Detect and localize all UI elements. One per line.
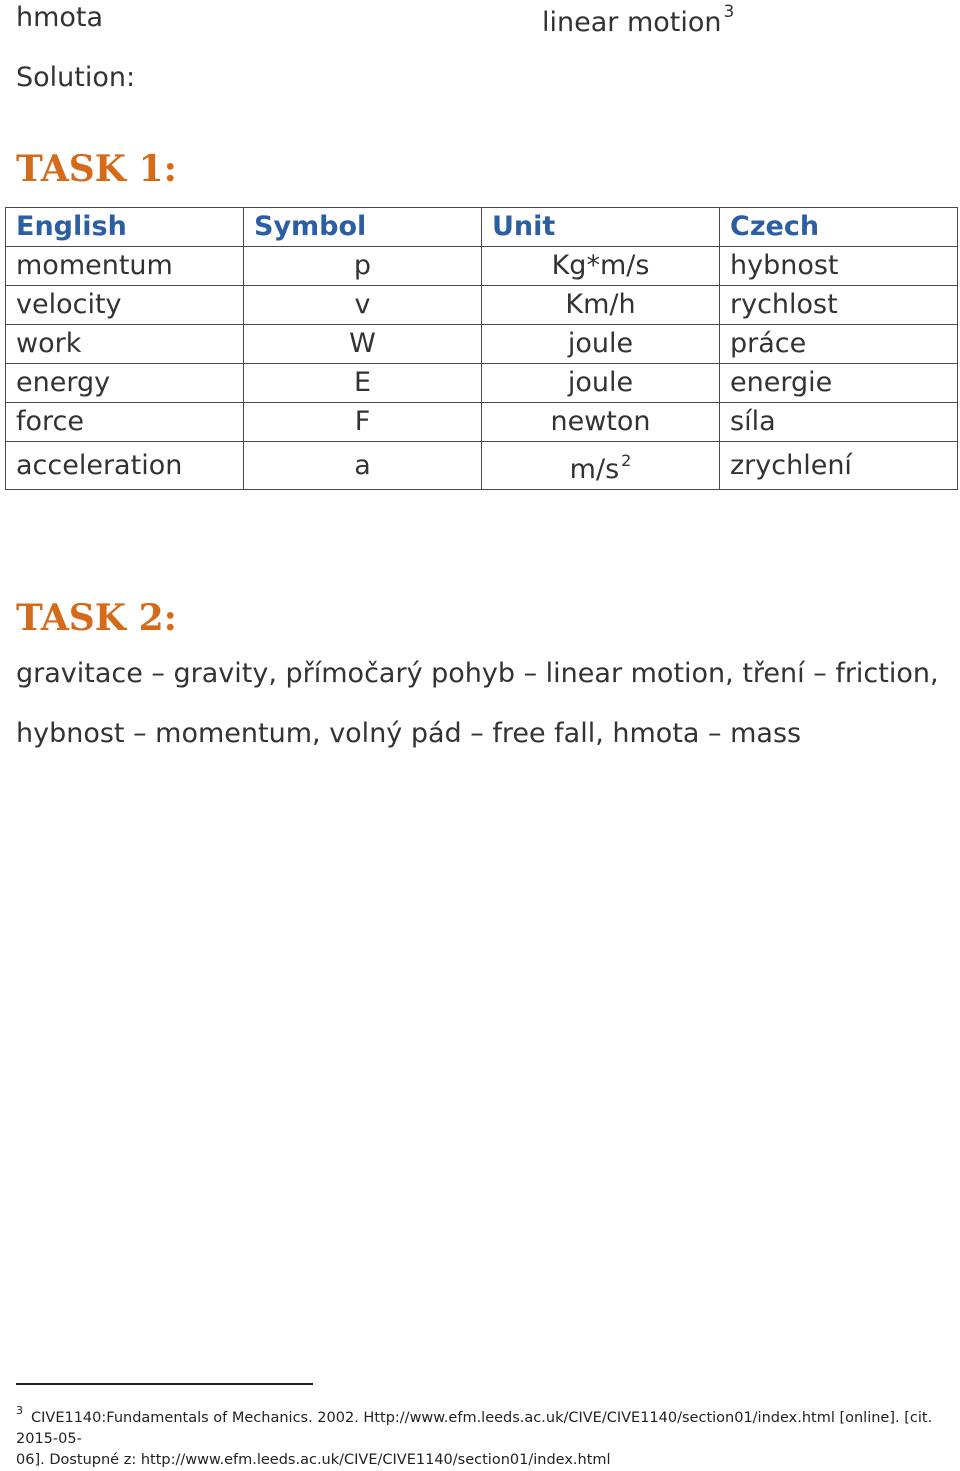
footnote-number: 3	[16, 1404, 23, 1417]
cell-symbol: v	[244, 286, 482, 325]
table-row	[6, 286, 958, 325]
cell-symbol: F	[244, 403, 482, 442]
cell-english: momentum	[6, 247, 244, 286]
table-row	[6, 325, 958, 364]
cell-czech: síla	[720, 403, 958, 442]
table-row	[6, 442, 958, 490]
cell-unit: newton	[482, 403, 720, 442]
cell-symbol: E	[244, 364, 482, 403]
vocabulary-table	[5, 207, 958, 490]
task2-text-line-1: gravitace – gravity, přímočarý pohyb – linear motion, tření – friction,	[16, 658, 939, 689]
page-header-left: hmota	[16, 2, 104, 33]
table-row	[6, 364, 958, 403]
cell-english: force	[6, 403, 244, 442]
footnote-line-2: 06]. Dostupné z: http://www.efm.leeds.ac.uk/CIVE/CIVE1140/section01/index.html	[16, 1452, 611, 1468]
unit-text: m/s	[569, 454, 620, 485]
cell-czech: práce	[720, 325, 958, 364]
task2-heading: TASK 2:	[16, 597, 177, 639]
cell-unit: Km/h	[482, 286, 720, 325]
table-row	[6, 403, 958, 442]
cell-english: work	[6, 325, 244, 364]
solution-label: Solution:	[16, 62, 136, 93]
cell-czech: zrychlení	[720, 442, 958, 490]
cell-unit: joule	[482, 364, 720, 403]
table-header-row	[6, 208, 958, 247]
header-czech: Czech	[720, 208, 958, 247]
task2-text-line-2: hybnost – momentum, volný pád – free fall, hmota – mass	[16, 718, 802, 749]
header-english: English	[6, 208, 244, 247]
footnote	[16, 1400, 946, 1471]
task1-heading: TASK 1:	[16, 148, 177, 190]
cell-english: energy	[6, 364, 244, 403]
cell-symbol: W	[244, 325, 482, 364]
cell-unit: joule	[482, 325, 720, 364]
cell-symbol: a	[244, 442, 482, 490]
footnote-separator	[16, 1383, 313, 1385]
cell-unit: Kg*m/s	[482, 247, 720, 286]
footnote-line-1	[16, 1400, 946, 1450]
cell-english: velocity	[6, 286, 244, 325]
cell-czech: rychlost	[720, 286, 958, 325]
cell-unit	[482, 442, 720, 490]
header-symbol: Symbol	[244, 208, 482, 247]
cell-symbol: p	[244, 247, 482, 286]
page-header-right-text: linear motion	[542, 7, 722, 38]
footnote-text-1: CIVE1140:Fundamentals of Mechanics. 2002. Http://www.efm.leeds.ac.uk/CIVE/CIVE1140/section01/index.html [online]. [cit. 2015-05-	[16, 1410, 933, 1447]
cell-czech: hybnost	[720, 247, 958, 286]
table-row	[6, 247, 958, 286]
header-unit: Unit	[482, 208, 720, 247]
page-header-right	[542, 2, 734, 38]
cell-english: acceleration	[6, 442, 244, 490]
cell-czech: energie	[720, 364, 958, 403]
footnote-reference: 3	[723, 2, 735, 22]
unit-superscript: 2	[621, 451, 632, 470]
